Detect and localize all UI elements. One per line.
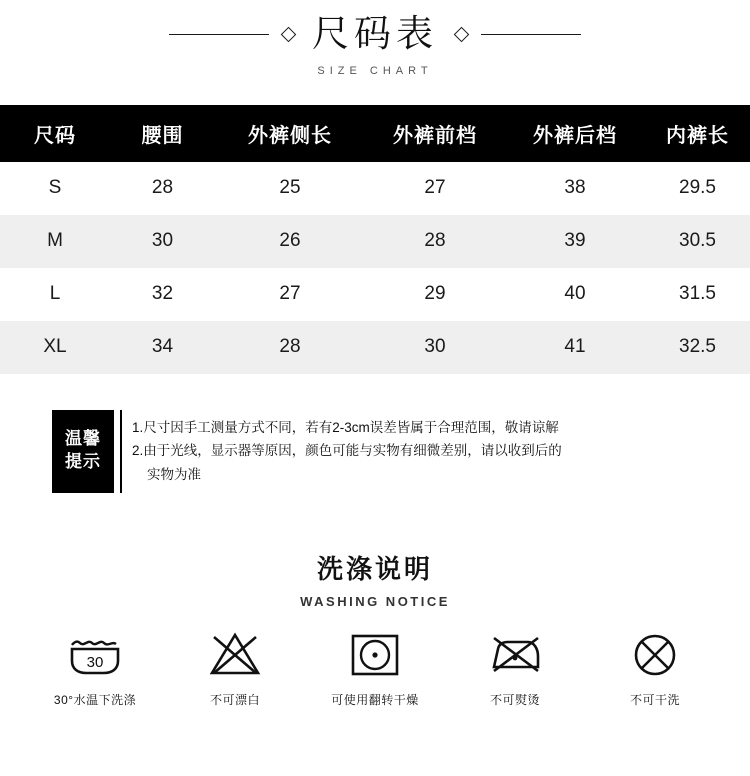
washing-item [40, 629, 150, 708]
size-table [0, 105, 750, 374]
wash-tub-30-icon [64, 629, 126, 679]
notice-line-3: 实物为准 [147, 466, 201, 482]
right-rule [481, 34, 581, 35]
washing-caption: 30°水温下洗涤 [53, 692, 137, 707]
washing-item [460, 629, 570, 708]
table-cell: S [0, 162, 110, 215]
table-cell: 30.5 [645, 215, 750, 268]
column-header: 外裤前档 [365, 105, 505, 162]
table-cell: M [0, 215, 110, 268]
table-cell: 39 [505, 215, 645, 268]
column-header: 腰围 [110, 105, 215, 162]
table-cell: 32.5 [645, 321, 750, 374]
washing-caption: 不可熨烫 [489, 692, 540, 707]
no-dry-clean-icon [624, 629, 686, 679]
table-cell: XL [0, 321, 110, 374]
table-cell: 41 [505, 321, 645, 374]
page-title: 尺码表 [312, 13, 438, 54]
table-cell: 31.5 [645, 268, 750, 321]
washing-item [320, 629, 430, 708]
column-header: 外裤侧长 [215, 105, 365, 162]
washing-title: 洗涤说明 [316, 553, 433, 584]
washing-section [0, 549, 750, 708]
table-cell: 25 [215, 162, 365, 215]
column-header: 尺码 [0, 105, 110, 162]
table-header-row [0, 105, 750, 162]
diamond-icon [281, 27, 297, 43]
notice-tag-line2: 提示 [65, 452, 101, 472]
column-header: 外裤后档 [505, 105, 645, 162]
no-iron-icon [484, 629, 546, 679]
table-cell: 28 [365, 215, 505, 268]
table-row [0, 215, 750, 268]
notice-text [120, 410, 562, 493]
washing-caption: 不可漂白 [209, 692, 260, 707]
no-bleach-icon [204, 629, 266, 679]
tumble-dry-icon [344, 629, 406, 679]
table-row [0, 268, 750, 321]
table-cell: 27 [215, 268, 365, 321]
notice-block [52, 410, 700, 493]
table-cell: 28 [215, 321, 365, 374]
table-row [0, 321, 750, 374]
page-subtitle: SIZE CHART [317, 64, 433, 77]
washing-item [600, 629, 710, 708]
notice-line-2: 2.由于光线，显示器等原因，颜色可能与实物有细微差别，请以收到后的 [132, 443, 562, 459]
table-cell: 26 [215, 215, 365, 268]
table-cell: L [0, 268, 110, 321]
notice-tag [52, 410, 114, 493]
notice-line-1: 1.尺寸因手工测量方式不同，若有2-3cm误差皆属于合理范围，敬请谅解 [132, 419, 559, 435]
notice-tag-line1: 温馨 [65, 429, 101, 449]
title-row [0, 14, 750, 55]
size-table-wrap [0, 105, 750, 374]
table-cell: 34 [110, 321, 215, 374]
washing-caption: 可使用翻转干燥 [331, 692, 419, 707]
page-header [0, 0, 750, 77]
table-cell: 27 [365, 162, 505, 215]
table-cell: 30 [110, 215, 215, 268]
washing-icons-row [0, 629, 750, 708]
table-cell: 29.5 [645, 162, 750, 215]
washing-subtitle: WASHING NOTICE [300, 593, 450, 609]
table-cell: 38 [505, 162, 645, 215]
left-rule [169, 34, 269, 35]
diamond-icon [454, 27, 470, 43]
table-cell: 32 [110, 268, 215, 321]
svg-text:30: 30 [86, 653, 104, 671]
table-cell: 40 [505, 268, 645, 321]
table-cell: 30 [365, 321, 505, 374]
table-row [0, 162, 750, 215]
table-cell: 28 [110, 162, 215, 215]
washing-item [180, 629, 290, 708]
column-header: 内裤长 [645, 105, 750, 162]
washing-caption: 不可干洗 [629, 692, 680, 707]
table-cell: 29 [365, 268, 505, 321]
